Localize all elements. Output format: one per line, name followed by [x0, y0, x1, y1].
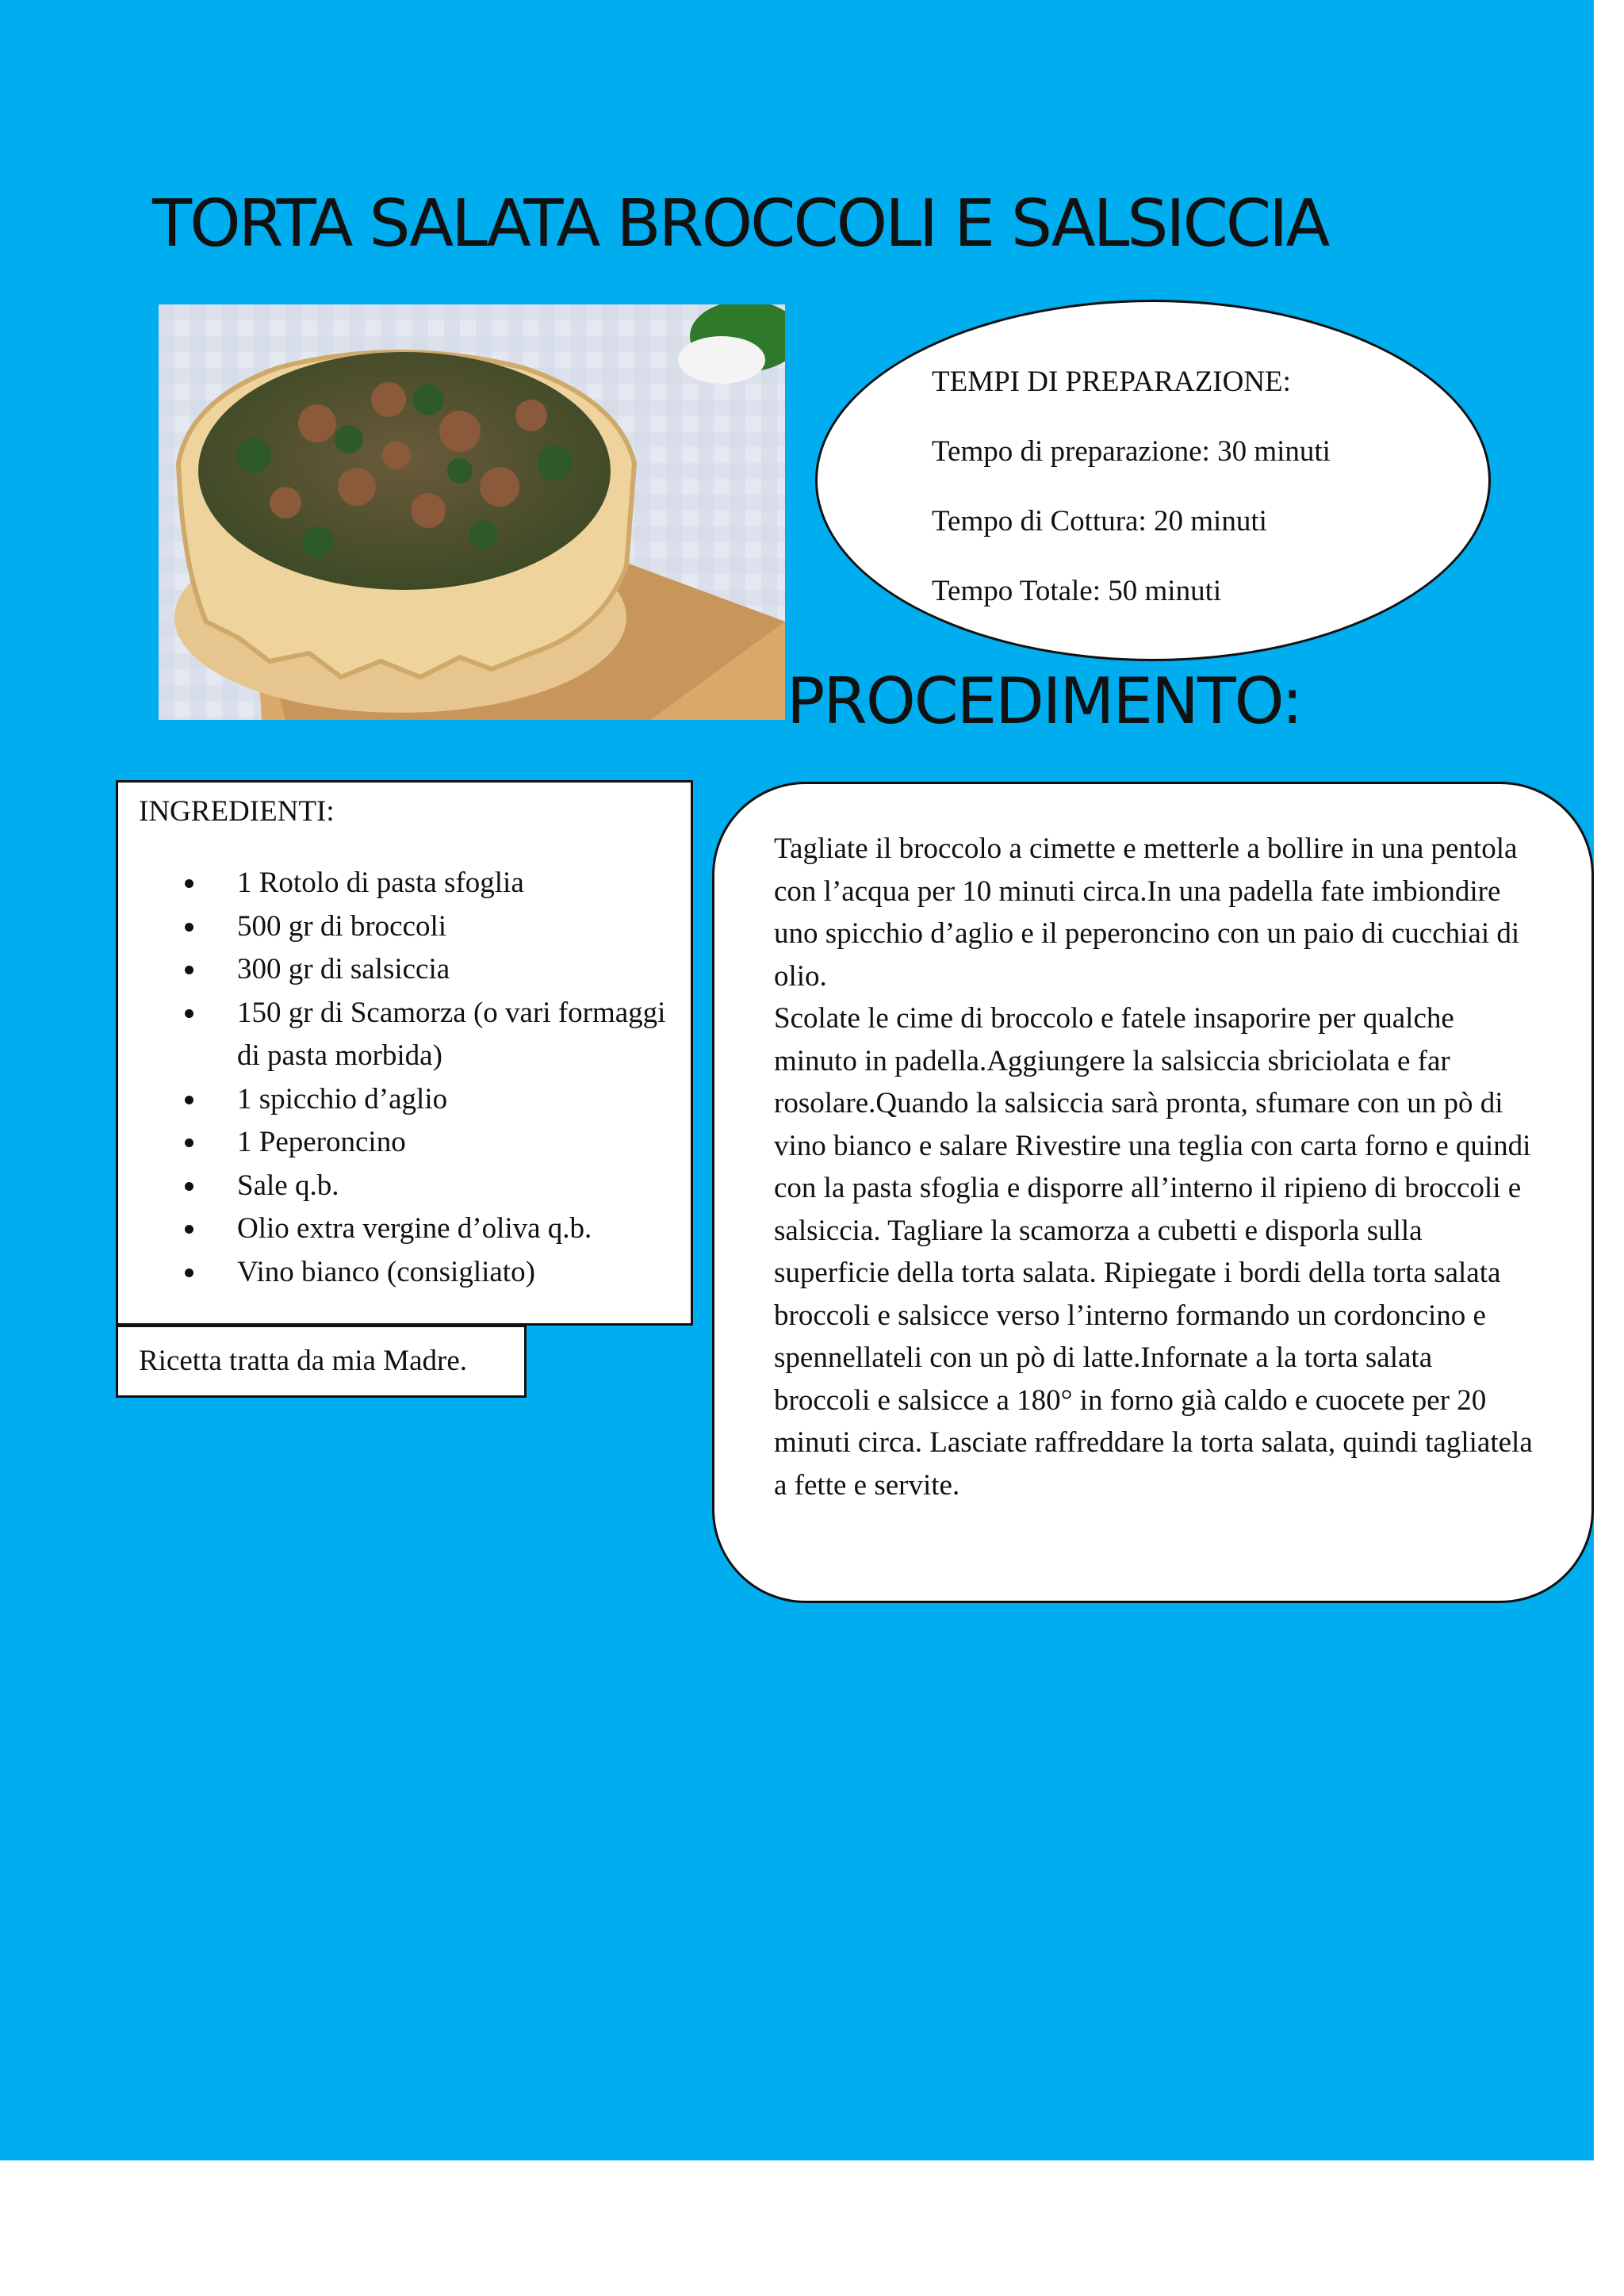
procedure-text: [774, 828, 1535, 1506]
ingredient-item: 1 Rotolo di pasta sfoglia: [139, 862, 678, 905]
ingredients-box: [116, 780, 693, 1326]
ingredient-item: Olio extra vergine d’oliva q.b.: [139, 1207, 678, 1251]
recipe-title: TORTA SALATA BROCCOLI E SALSICCIA: [152, 186, 1328, 262]
procedure-paragraph-2: Scolate le cime di broccolo e fatele insaporire per qualche minuto in padella.Aggiungere la salsiccia sbriciolata e far rosolare.Quando la salsiccia sarà pronta, sfumare con un pò di vino bianco e salare Rivestire una teglia con carta forno e quindi con la pasta sfoglia e disporre all’interno il ripieno di broccoli e salsiccia. Tagliare la scamorza a cubetti e disporla sulla superficie della torta salata. Ripiegate i bordi della torta salata broccoli e salsicce verso l’interno formando un cordoncino e spennellateli con un pò di latte.Infornate a la torta salata broccoli e salsicce a 180° in forno già caldo e cuocete per 20 minuti circa. Lasciate raffreddare la torta salata, quindi tagliatela a fette e servite.: [774, 1002, 1533, 1502]
ingredient-item: 150 gr di Scamorza (o vari formaggi di pasta morbida): [139, 992, 678, 1078]
ingredient-item: 1 spicchio d’aglio: [139, 1078, 678, 1122]
ingredient-item: Vino bianco (consigliato): [139, 1251, 678, 1295]
ingredient-item: 500 gr di broccoli: [139, 905, 678, 949]
ingredients-heading: INGREDIENTI:: [139, 795, 335, 828]
procedure-box: [712, 782, 1594, 1603]
ingredient-item: Sale q.b.: [139, 1165, 678, 1208]
ingredients-list: [139, 862, 678, 1294]
recipe-photo: [159, 304, 785, 720]
cooking-time: Tempo di Cottura: 20 minuti: [932, 505, 1267, 538]
total-time: Tempo Totale: 50 minuti: [932, 575, 1222, 607]
recipe-source: Ricetta tratta da mia Madre.: [116, 1325, 527, 1398]
times-heading: TEMPI DI PREPARAZIONE:: [932, 365, 1291, 398]
ingredient-item: 1 Peperoncino: [139, 1121, 678, 1165]
preparation-times: [932, 347, 1471, 626]
procedure-heading: PROCEDIMENTO:: [787, 664, 1302, 738]
procedure-paragraph-1: Tagliate il broccolo a cimette e metterle a bollire in una pentola con l’acqua per 10 minuti circa.In una padella fate imbiondire uno spicchio d’aglio e il peperoncino con un paio di cucchiai di olio.: [774, 832, 1520, 993]
preparation-time: Tempo di preparazione: 30 minuti: [932, 435, 1331, 468]
ingredient-item: 300 gr di salsiccia: [139, 948, 678, 992]
